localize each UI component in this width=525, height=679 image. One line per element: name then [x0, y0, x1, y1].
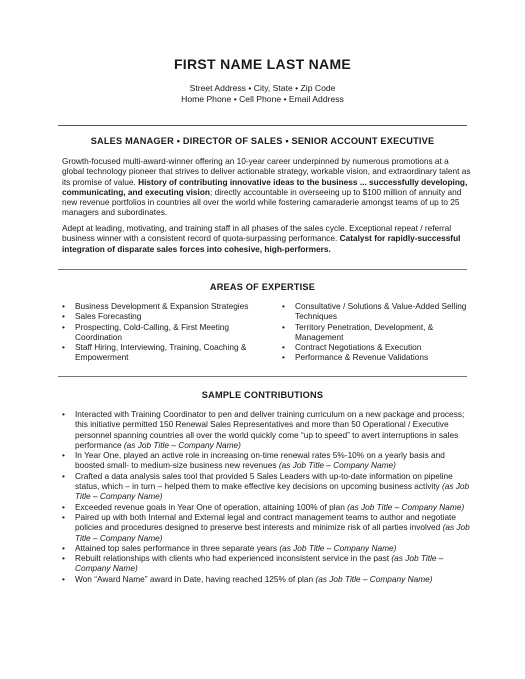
contributions-list — [62, 409, 474, 584]
expertise-item: • Contract Negotiations & Execution — [282, 342, 472, 352]
contribution-text: Crafted a data analysis sales tool that provided 5 Sales Leaders with up-to-date information on pipeline status, which – in turn – helped them to make effective key decisions on upcoming business activity — [75, 470, 453, 492]
expertise-item: • Performance & Revenue Validations — [282, 352, 472, 362]
contribution-item — [62, 574, 474, 584]
expertise-item: • Prospecting, Cold-Calling, & First Meeting Coordination — [62, 322, 272, 343]
contribution-job-tag: (as Job Title – Company Name) — [315, 573, 433, 584]
contribution-job-tag: (as Job Title – Company Name) — [75, 553, 444, 574]
contribution-job-tag: (as Job Title – Company Name) — [75, 481, 470, 502]
contribution-item — [62, 409, 474, 450]
contribution-text: Paired up with both Internal and External legal and contract management teams to author and negotiate policies and procedures designed to preserve best interests and minimize risk of all parties involved — [75, 511, 456, 533]
expertise-item: • Sales Forecasting — [62, 311, 272, 321]
contribution-text: Exceeded revenue goals in Year One of operation, attaining 100% of plan — [75, 501, 348, 512]
summary-p2-bold: Catalyst for rapidly-successful integration of disparate sales forces into cohesive, high-performers. — [62, 233, 461, 254]
expertise-item: • Consultative / Solutions & Value-Added Selling Techniques — [282, 301, 472, 322]
contribution-text: Rebuilt relationships with clients who had experienced inconsistent service in the past — [75, 553, 392, 564]
contribution-item — [62, 553, 474, 574]
contribution-text: Interacted with Training Coordinator to pen and deliver training curriculum on a new package and process; this initiative permitted 150 Renewal Sales Representatives and more than 50 Operational / Executive personnel spanning countries all over the world quickly come “up to speed” to avert interruptions in sales performance — [75, 409, 465, 450]
contribution-job-tag: (as Job Title – Company Name) — [278, 460, 396, 471]
summary-p1-text-c: ; directly accountable in overseeing up to $100 million of annuity and new revenue portfolios in countries all over the world while fostering camaraderie amongst teams of up to 25 managers and subordinates. — [62, 186, 462, 218]
expertise-item: • Business Development & Expansion Strategies — [62, 301, 272, 311]
expertise-right-list — [282, 301, 472, 363]
contribution-job-tag: (as Job Title – Company Name) — [123, 439, 241, 450]
expertise-divider — [58, 376, 467, 377]
header-divider — [58, 125, 467, 126]
summary-p1-bold: History of contributing innovative ideas to the business ... successfully developing, communicating, and executing vision — [62, 176, 468, 197]
contributions-heading: SAMPLE CONTRIBUTIONS — [201, 390, 324, 400]
contribution-job-tag: (as Job Title – Company Name) — [347, 501, 465, 512]
expertise-left-list — [62, 301, 272, 363]
summary-p1-text-a: Growth-focused multi-award-winner offering an 10-year career underpinned by numerous promotions at a global technology pioneer that strives to deliver actionable strategy, workable vision, and extraordinary talent as its promise of value. — [62, 156, 471, 187]
contact-address: Street Address • City, State • Zip Code — [189, 83, 336, 93]
summary-paragraph-2 — [62, 223, 472, 254]
summary-paragraph-1 — [62, 156, 472, 218]
contribution-job-tag: (as Job Title – Company Name) — [75, 522, 470, 543]
expertise-item: • Staff Hiring, Interviewing, Training, Coaching & Empowerment — [62, 342, 272, 363]
expertise-item: • Territory Penetration, Development, & Management — [282, 322, 472, 343]
summary-p2-text: Adept at leading, motivating, and training staff in all phases of the sales cycle. Exceptional repeat / referral business winner with a consistent record of quota-surpassing performance. — [62, 223, 452, 244]
contact-phones: Home Phone • Cell Phone • Email Address — [181, 94, 344, 104]
expertise-heading: AREAS OF EXPERTISE — [209, 282, 316, 292]
contribution-job-tag: (as Job Title – Company Name) — [279, 542, 397, 553]
contribution-item — [62, 543, 474, 553]
contribution-text: Won “Award Name” award in Date, having reached 125% of plan — [75, 573, 316, 584]
contribution-item — [62, 502, 474, 512]
contribution-text: Attained top sales performance in three separate years — [75, 542, 280, 553]
summary-divider — [58, 269, 467, 270]
contribution-text: In Year One, played an active role in increasing on-time renewal rates 5%-10% on a yearly basis and boosted small- to medium-size business new revenues — [75, 450, 445, 471]
contribution-item — [62, 450, 474, 471]
contribution-item — [62, 512, 474, 543]
contribution-item — [62, 471, 474, 502]
candidate-name: FIRST NAME LAST NAME — [173, 56, 352, 72]
title-line: SALES MANAGER • DIRECTOR OF SALES • SENIOR ACCOUNT EXECUTIVE — [90, 136, 435, 146]
